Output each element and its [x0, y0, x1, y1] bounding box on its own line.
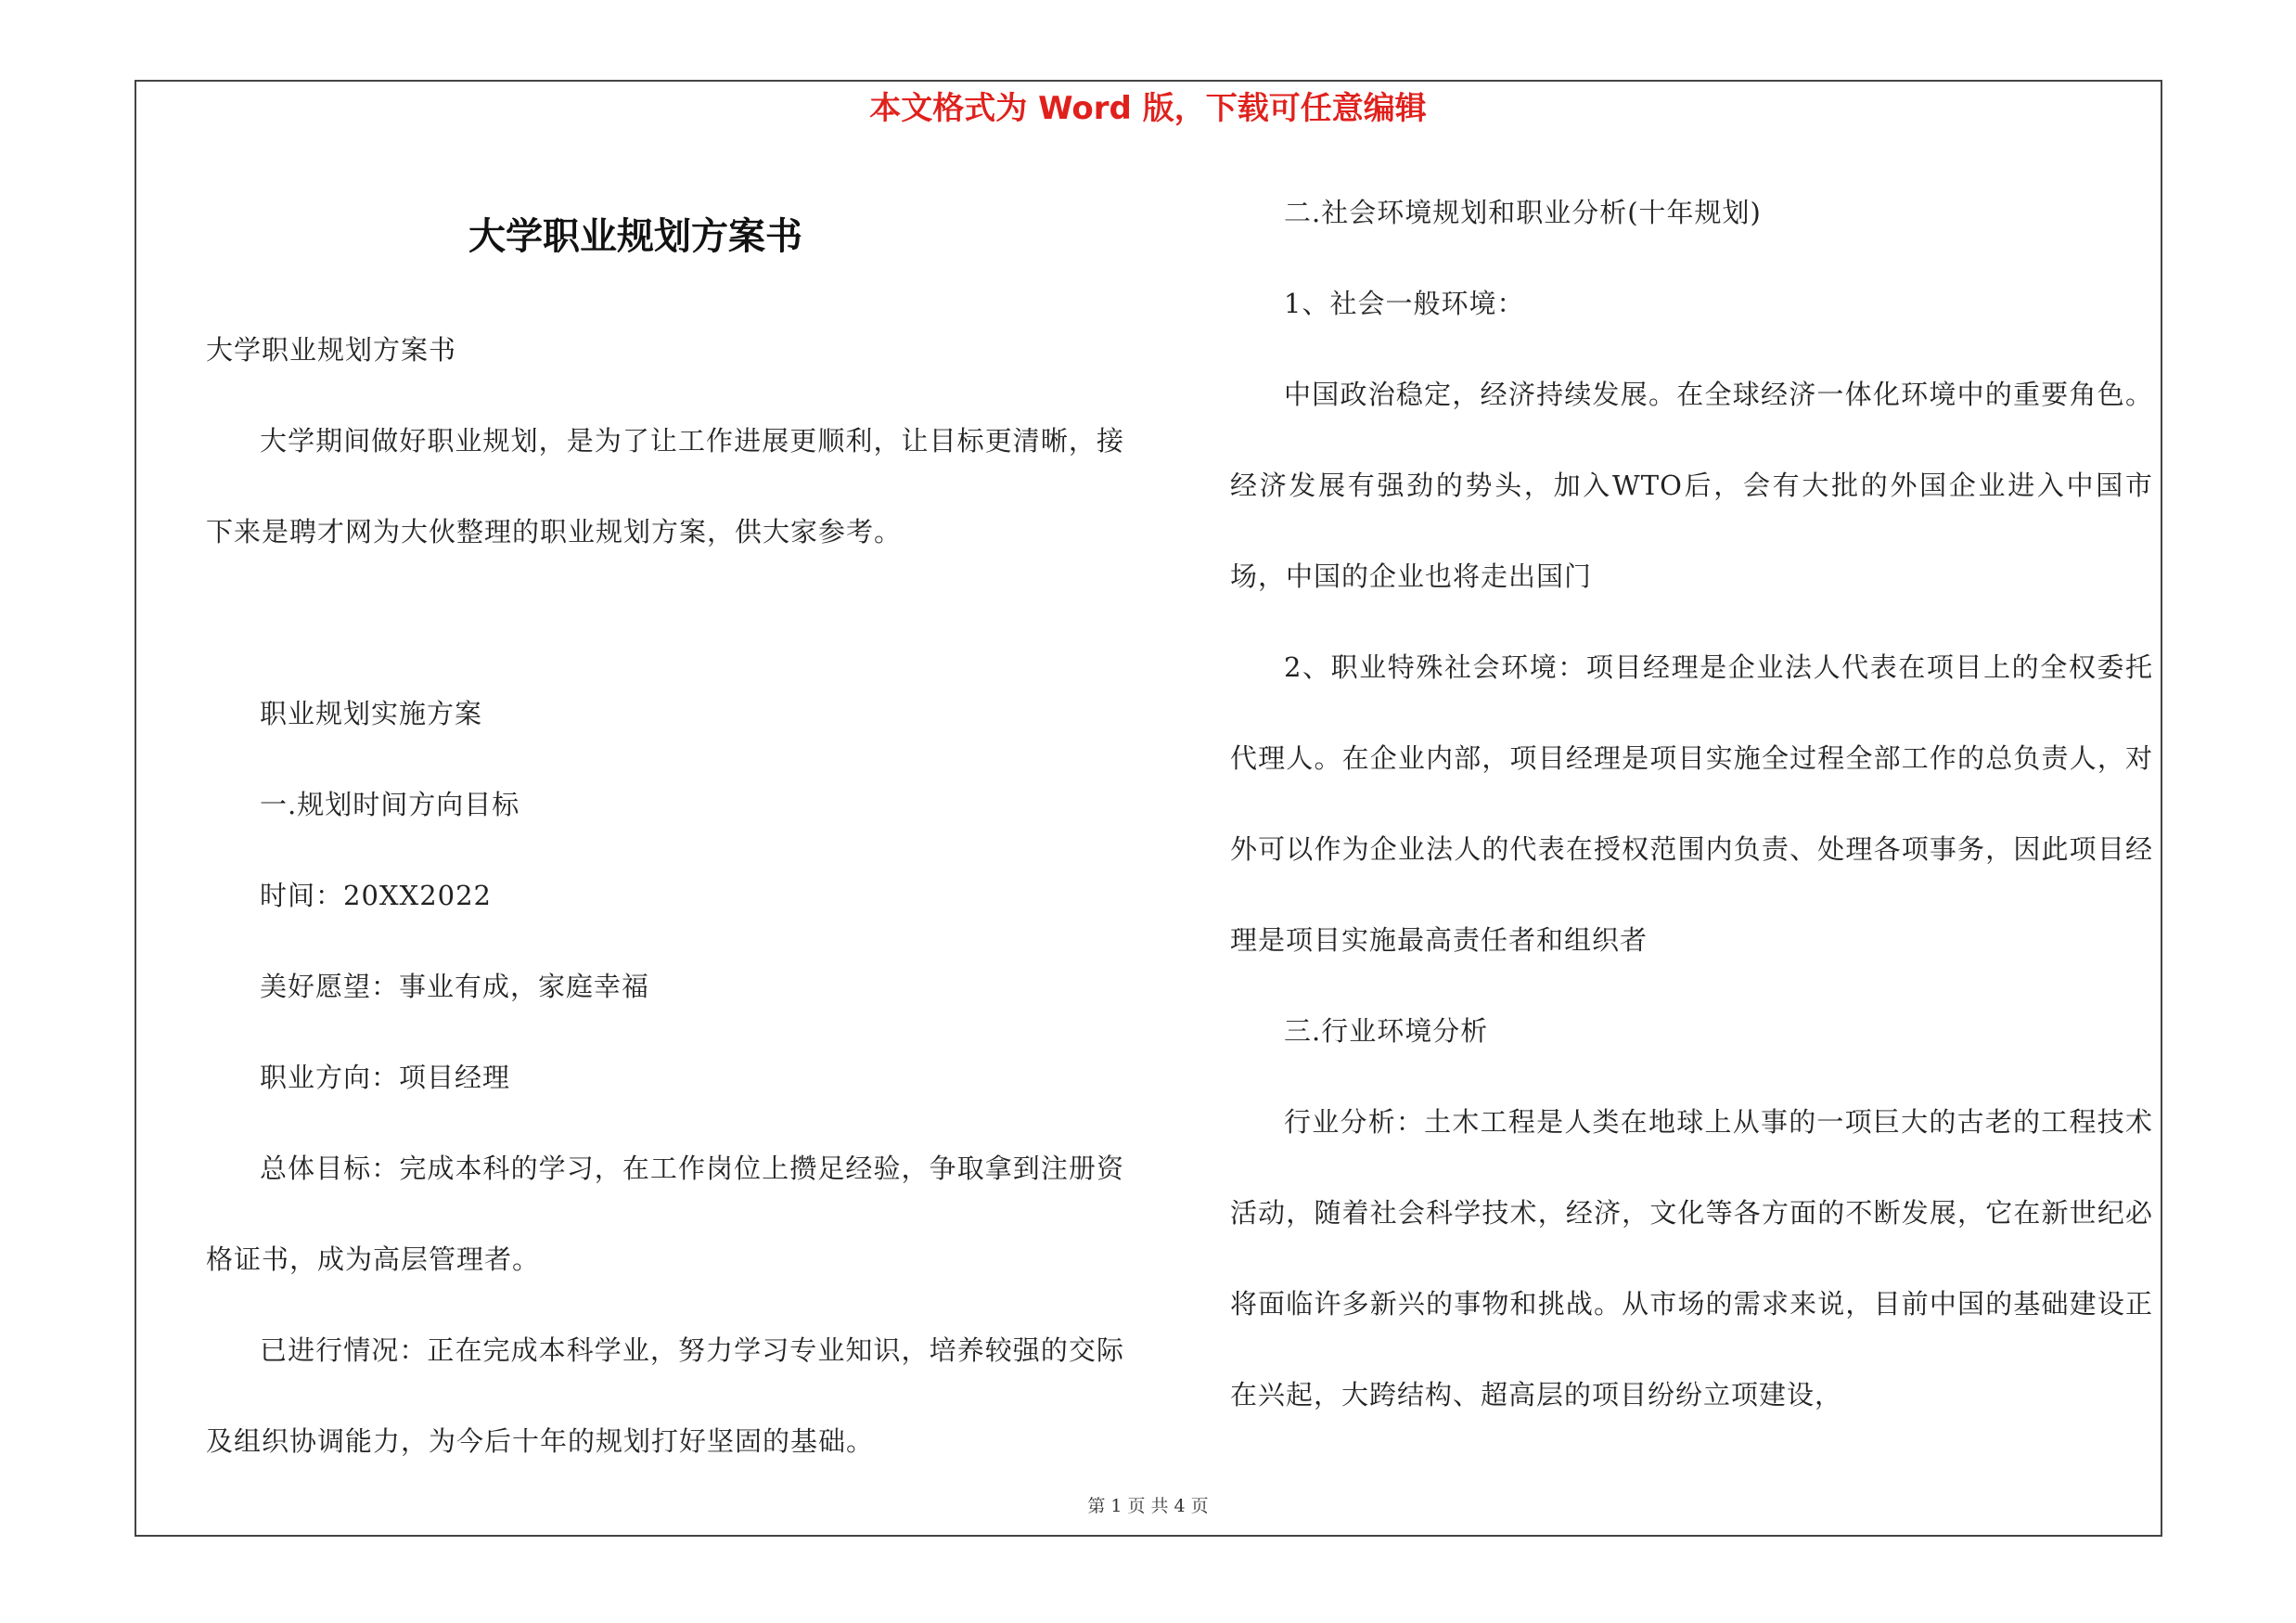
paragraph: 二.社会环境规划和职业分析(十年规划): [1284, 197, 1762, 228]
paragraph: 总体目标：完成本科的学习，在工作岗位上攒足经验，争取拿到注册资格证书，成为高层管理者。: [206, 1153, 1124, 1275]
paragraph: 大学期间做好职业规划，是为了让工作进展更顺利，让目标更清晰，接下来是聘才网为大伙整理的职业规划方案，供大家参考。: [206, 425, 1124, 547]
paragraph: 1、社会一般环境：: [1284, 288, 1525, 319]
page-footer: 第 1 页 共 4 页: [1087, 1496, 1209, 1516]
right-column: [1230, 167, 2153, 1440]
left-column: [206, 304, 1124, 1487]
blank-line: [206, 577, 1124, 668]
paragraph: 职业方向：项目经理: [260, 1062, 511, 1093]
paragraph: 职业规划实施方案: [260, 698, 483, 729]
paragraph: 2、职业特殊社会环境：项目经理是企业法人代表在项目上的全权委托代理人。在企业内部，项目经理是项目实施全过程全部工作的总负责人，对外可以作为企业法人的代表在授权范围内负责、处理各项事务，因此项目经理是项目实施最高责任者和组织者: [1230, 651, 2153, 956]
paragraph: 三.行业环境分析: [1284, 1015, 1489, 1047]
word-format-banner: 本文格式为 Word 版，下载可任意编辑: [869, 90, 1427, 127]
paragraph: 已进行情况：正在完成本科学业，努力学习专业知识，培养较强的交际及组织协调能力，为今后十年的规划打好坚固的基础。: [206, 1334, 1124, 1457]
paragraph: 大学职业规划方案书: [206, 334, 457, 366]
paragraph: 一.规划时间方向目标: [260, 789, 520, 820]
paragraph: 美好愿望：事业有成，家庭幸福: [260, 971, 650, 1002]
document-title: 大学职业规划方案书: [468, 215, 802, 258]
paragraph: 行业分析：土木工程是人类在地球上从事的一项巨大的古老的工程技术活动，随着社会科学技术，经济，文化等各方面的不断发展，它在新世纪必将面临许多新兴的事物和挑战。从市场的需求来说，目前中国的基础建设正在兴起，大跨结构、超高层的项目纷纷立项建设，: [1230, 1106, 2153, 1410]
paragraph: 中国政治稳定，经济持续发展。在全球经济一体化环境中的重要角色。经济发展有强劲的势头，加入WTO后，会有大批的外国企业进入中国市场，中国的企业也将走出国门: [1230, 379, 2153, 592]
paragraph: 时间：20XX2022: [260, 880, 492, 911]
